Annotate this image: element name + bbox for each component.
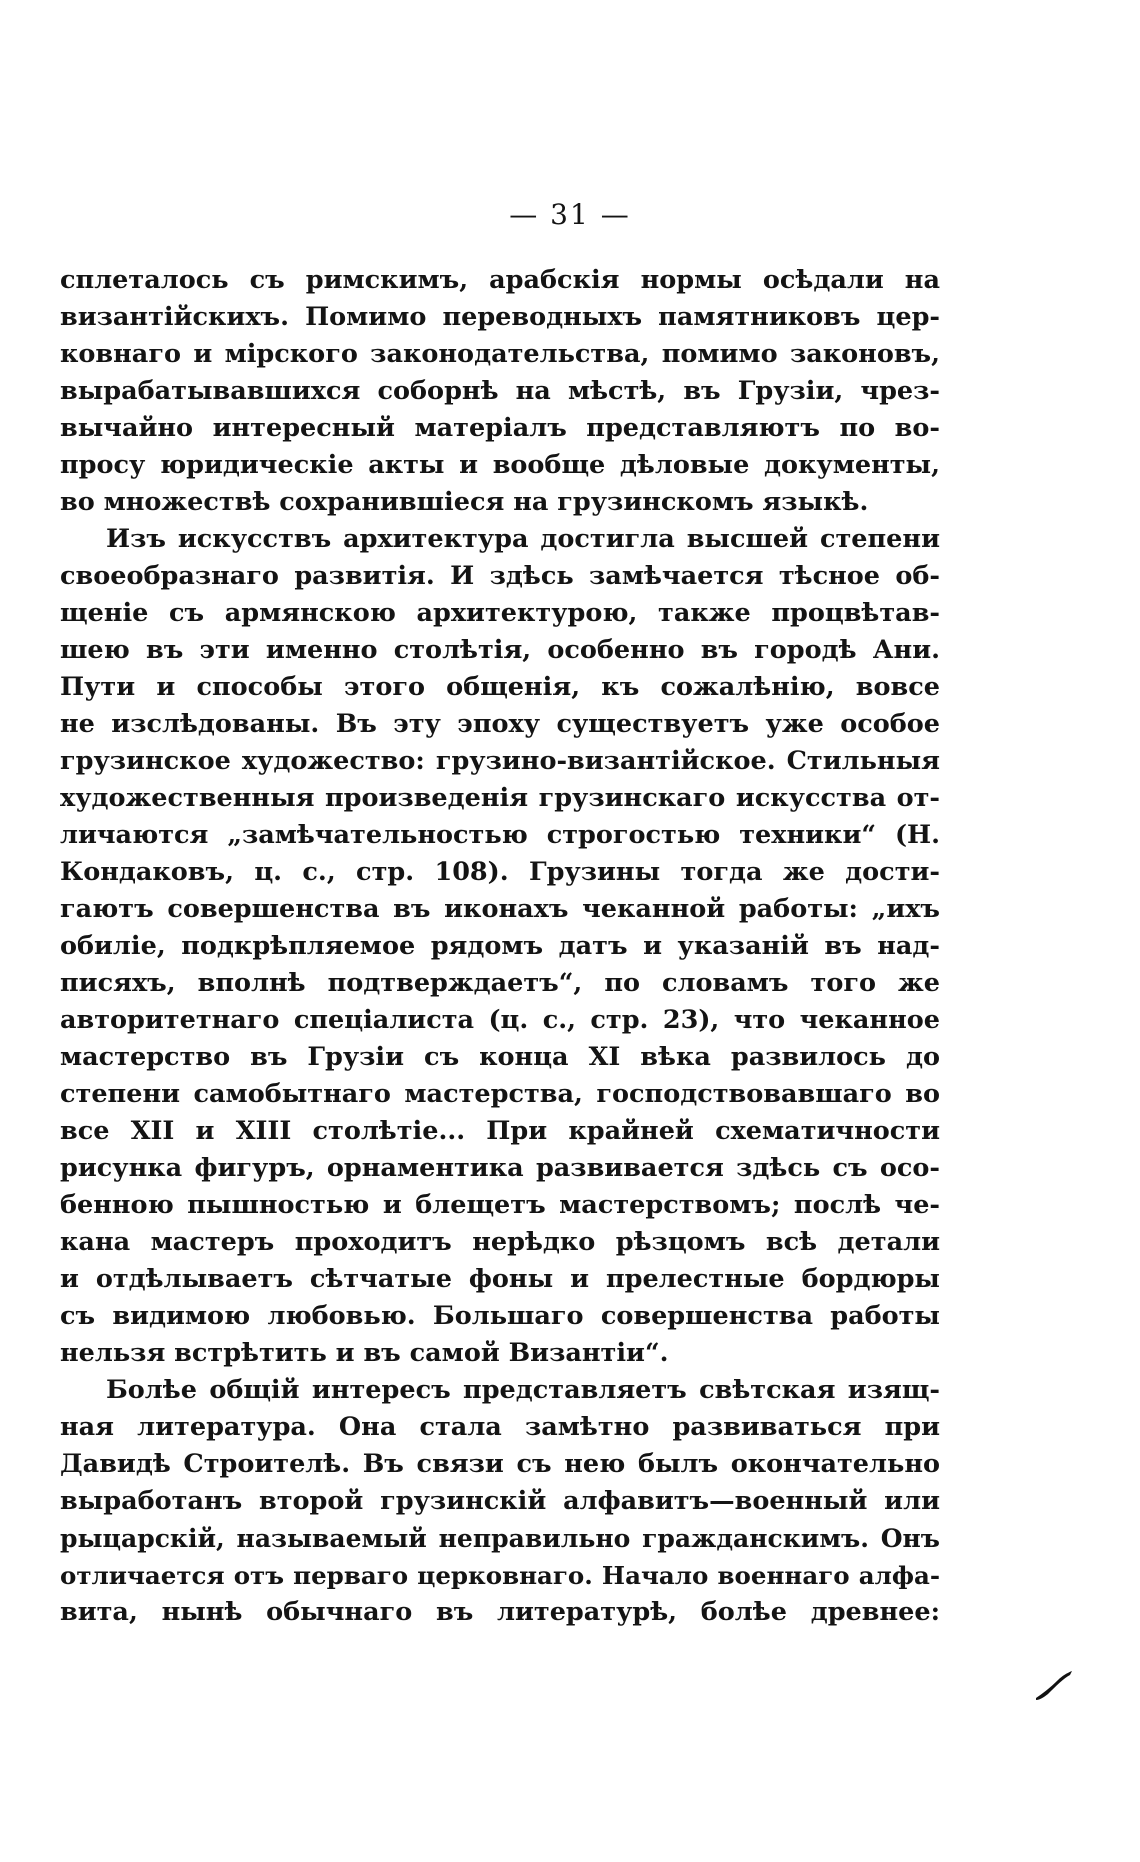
- text-line: степени самобытнаго мастерства, господствовавшаго во: [60, 1079, 940, 1109]
- text-line: шею въ эти именно столѣтія, особенно въ городѣ Ани.: [60, 635, 940, 665]
- text-line: и отдѣлываетъ сѣтчатые фоны и прелестные бордюры: [60, 1264, 940, 1294]
- text-line: своеобразнаго развитія. И здѣсь замѣчается тѣсное об-: [60, 561, 940, 591]
- ink-mark: [1034, 1668, 1074, 1702]
- text-line: вычайно интересный матеріалъ представляютъ по во-: [60, 413, 940, 443]
- text-line: вырабатывавшихся соборнѣ на мѣстѣ, въ Грузіи, чрез-: [60, 376, 940, 406]
- text-line: щеніе съ армянскою архитектурою, также процвѣтав-: [60, 598, 940, 628]
- text-line: личаются „замѣчательностью строгостью техники“ (Н.: [60, 820, 940, 850]
- body-text: [60, 262, 940, 1631]
- text-line: Болѣе общій интересъ представляетъ свѣтская изящ-: [106, 1375, 940, 1405]
- text-line: Кондаковъ, ц. с., стр. 108). Грузины тогда же дости-: [60, 857, 940, 887]
- text-line: выработанъ второй грузинскій алфавитъ—военный или: [60, 1486, 940, 1516]
- text-line: византійскихъ. Помимо переводныхъ памятниковъ цер-: [60, 302, 940, 332]
- text-line: Изъ искусствъ архитектура достигла высшей степени: [106, 524, 940, 554]
- text-line: отличается отъ перваго церковнаго. Начало военнаго алфа-: [60, 1561, 940, 1590]
- text-line: рыцарскій, называемый неправильно гражданскимъ. Онъ: [60, 1524, 940, 1553]
- text-line: художественныя произведенія грузинскаго искусства от-: [60, 783, 940, 813]
- text-line: нельзя встрѣтить и въ самой Византіи“.: [60, 1338, 669, 1368]
- text-line: гаютъ совершенства въ иконахъ чеканной работы: „ихъ: [60, 894, 940, 924]
- text-line: Давидѣ Строителѣ. Въ связи съ нею былъ окончательно: [60, 1449, 940, 1479]
- text-line: съ видимою любовью. Большаго совершенства работы: [60, 1301, 940, 1331]
- text-line: авторитетнаго спеціалиста (ц. с., стр. 23), что чеканное: [60, 1005, 940, 1035]
- text-line: обиліе, подкрѣпляемое рядомъ датъ и указаній въ над-: [60, 931, 940, 961]
- text-line: ная литература. Она стала замѣтно развиваться при: [60, 1412, 940, 1442]
- text-line: бенною пышностью и блещетъ мастерствомъ; послѣ че-: [60, 1190, 940, 1220]
- text-line: все XII и XIII столѣтіе... При крайней схематичности: [60, 1116, 940, 1146]
- text-line: вита, нынѣ обычнаго въ литературѣ, болѣе древнее:: [60, 1597, 940, 1627]
- text-line: во множествѣ сохранившіеся на грузинскомъ языкѣ.: [60, 487, 869, 517]
- text-line: просу юридическіе акты и вообще дѣловые документы,: [60, 450, 940, 480]
- text-line: ковнаго и мірского законодательства, помимо законовъ,: [60, 339, 940, 369]
- text-line: не изслѣдованы. Въ эту эпоху существуетъ уже особое: [60, 709, 940, 739]
- text-line: грузинское художество: грузино-византійское. Стильныя: [60, 746, 940, 776]
- text-line: мастерство въ Грузіи съ конца XI вѣка развилось до: [60, 1042, 940, 1072]
- text-line: кана мастеръ проходитъ нерѣдко рѣзцомъ всѣ детали: [60, 1227, 940, 1257]
- text-line: сплеталось съ римскимъ, арабскія нормы осѣдали на: [60, 265, 940, 295]
- text-line: Пути и способы этого общенія, къ сожалѣнію, вовсе: [60, 672, 940, 702]
- text-line: рисунка фигуръ, орнаментика развивается здѣсь съ осо-: [60, 1153, 940, 1183]
- page-number: — 31 —: [509, 198, 631, 231]
- text-line: писяхъ, вполнѣ подтверждаетъ“, по словамъ того же: [60, 968, 940, 998]
